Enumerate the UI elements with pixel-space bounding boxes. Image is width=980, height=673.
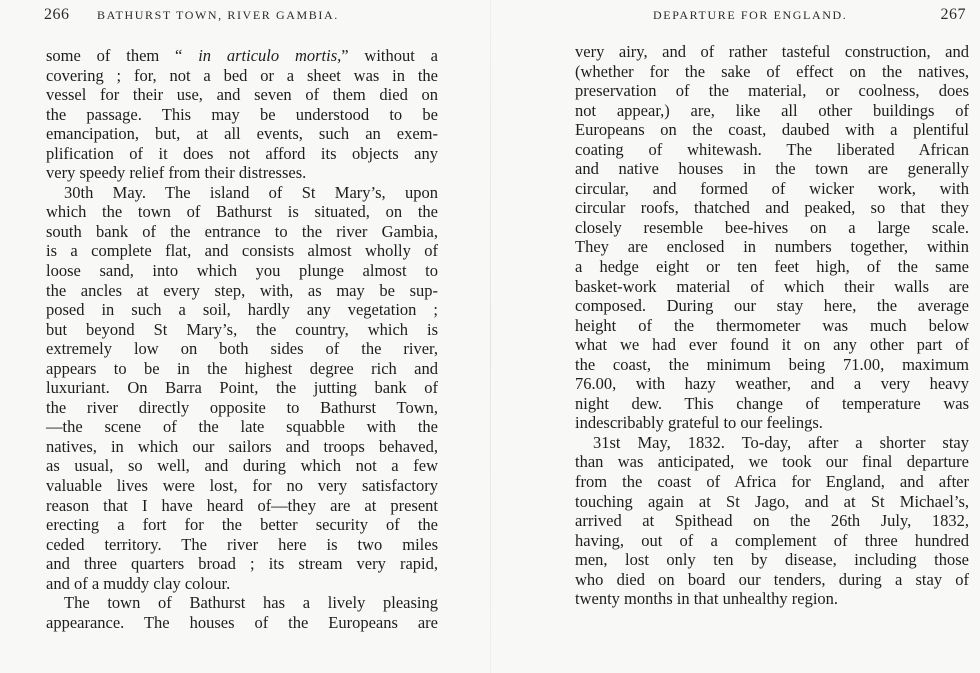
- text-line: a hedge eight or ten feet high, of the same: [575, 257, 969, 277]
- text-line: the river directly opposite to Bathurst Town,: [46, 397, 438, 417]
- text-line: what we had ever found it on any other part of: [575, 335, 969, 355]
- text-line: extremely low on both sides of the river,: [46, 339, 438, 359]
- right-page: [491, 0, 980, 673]
- text-line: not appear,) are, like all other buildings of: [575, 100, 969, 120]
- text-line: plification of it does not afford its objects any: [46, 143, 438, 163]
- text-line: having, out of a complement of three hundred: [575, 530, 969, 550]
- text-line: very airy, and of rather tasteful construction, and: [575, 42, 969, 61]
- text-line: composed. During our stay here, the average: [575, 296, 969, 316]
- text-line: 76.00, with hazy weather, and a very heavy: [575, 374, 969, 394]
- text-line: posed in such a soil, hardly any vegetation ;: [46, 300, 438, 320]
- text-line: —the scene of the late squabble with the: [46, 417, 438, 437]
- text-line: who died on board our tenders, during a stay of: [575, 569, 969, 589]
- text-line: natives, in which our sailors and troops behaved,: [46, 436, 438, 456]
- italic-phrase: in articulo mortis,: [198, 46, 342, 65]
- text-line: touching again at St Jago, and at St Michael’s,: [575, 491, 969, 511]
- text-line: erecting a fort for the better security of the: [46, 515, 438, 535]
- text-line: height of the thermometer was much below: [575, 315, 969, 335]
- text-line: and native houses in the town are generally: [575, 159, 969, 179]
- text-line: as usual, so well, and during which not a few: [46, 456, 438, 476]
- text-line: Europeans on the coast, daubed with a plentiful: [575, 120, 969, 140]
- text-line: and three quarters broad ; its stream very rapid,: [46, 554, 438, 574]
- text-line: circular, and formed of wicker work, with: [575, 178, 969, 198]
- text-line: The town of Bathurst has a lively pleasing: [64, 593, 438, 613]
- text-line: arrived at Spithead on the 26th July, 1832,: [575, 511, 969, 531]
- text-line: south bank of the entrance to the river Gambia,: [46, 221, 438, 241]
- text-line: vessel for their use, and seven of them died on: [46, 85, 438, 105]
- text-line: very speedy relief from their distresses.: [46, 163, 307, 183]
- text-line: the ancles at every step, with, as may be sup-: [46, 280, 438, 300]
- text-line: ceded territory. The river here is two miles: [46, 534, 438, 554]
- text-line: men, lost only ten by disease, including those: [575, 550, 969, 570]
- text-line: appearance. The houses of the Europeans are: [46, 612, 438, 632]
- text-line: luxuriant. On Barra Point, the jutting bank of: [46, 378, 438, 398]
- text-line: some of them “ in articulo mortis,” without a: [46, 46, 438, 65]
- text-line: the coast, the minimum being 71.00, maximum: [575, 354, 969, 374]
- text-line: 31st May, 1832. To-day, after a shorter stay: [593, 432, 969, 452]
- text-line: but beyond St Mary’s, the country, which is: [46, 319, 438, 339]
- running-head-right: DEPARTURE FOR ENGLAND.: [653, 8, 848, 22]
- running-head-left: BATHURST TOWN, RIVER GAMBIA.: [97, 8, 339, 22]
- text-line: covering ; for, not a bed or a sheet was in the: [46, 65, 438, 85]
- text-line: 30th May. The island of St Mary’s, upon: [64, 182, 438, 202]
- text-line: which the town of Bathurst is situated, on the: [46, 202, 438, 222]
- text-line: closely resemble bee-hives on a large scale.: [575, 217, 969, 237]
- text-line: is a complete flat, and consists almost wholly of: [46, 241, 438, 261]
- text-line: the passage. This may be understood to be: [46, 104, 438, 124]
- text-line: night dew. This change of temperature was: [575, 393, 969, 413]
- text-line: from the coast of Africa for England, and after: [575, 472, 969, 492]
- left-text-column: [46, 46, 438, 632]
- right-text-column: [575, 42, 969, 609]
- text-line: (whether for the sake of effect on the natives,: [575, 61, 969, 81]
- text-line: coating of whitewash. The liberated African: [575, 139, 969, 159]
- text-line: They are enclosed in numbers together, within: [575, 237, 969, 257]
- text-line: emancipation, but, at all events, such an exem-: [46, 124, 438, 144]
- text-line: valuable lives were lost, for no very satisfactory: [46, 476, 438, 496]
- text-line: and of a muddy clay colour.: [46, 573, 231, 593]
- text-line: appears to be in the highest degree rich and: [46, 358, 438, 378]
- text-line: preservation of the material, or coolness, does: [575, 81, 969, 101]
- text-line: indescribably grateful to our feelings.: [575, 413, 823, 433]
- text-line: than was anticipated, we took our final departure: [575, 452, 969, 472]
- text-line: twenty months in that unhealthy region.: [575, 589, 839, 609]
- text-line: reason that I have heard of—they are at present: [46, 495, 438, 515]
- text-line: loose sand, into which you plunge almost to: [46, 261, 438, 281]
- text-line: circular roofs, thatched and peaked, so that they: [575, 198, 969, 218]
- text-line: basket-work material of which their walls are: [575, 276, 969, 296]
- page-number-left: 266: [44, 6, 70, 23]
- page-number-right: 267: [940, 6, 966, 23]
